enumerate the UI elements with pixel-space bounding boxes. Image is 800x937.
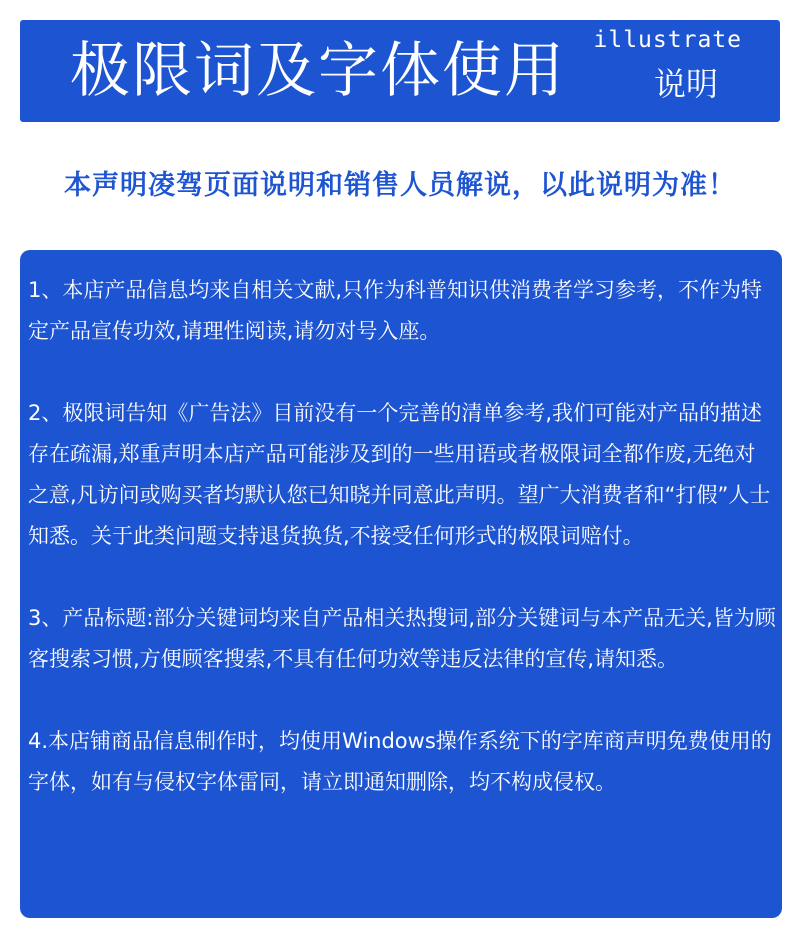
notice-paragraph-4: 4.本店铺商品信息制作时，均使用Windows操作系统下的字库商声明免费使用的字体，如有与侵权字体雷同，请立即通知删除，均不构成侵权。 <box>28 729 772 794</box>
notice-paragraph-2: 2、极限词告知《广告法》目前没有一个完善的清单参考,我们可能对产品的描述存在疏漏,郑重声明本店产品可能涉及到的一些用语或者极限词全都作废,无绝对之意,凡访问或购买者均默认您已知晓并同意此声明。望广大消费者和“打假”人士知悉。关于此类问题支持退货换货,不接受任何形式的极限词赔付。 <box>28 401 771 548</box>
page-title: 极限词及字体使用 <box>70 36 566 106</box>
notice-paragraph-1: 1、本店产品信息均来自相关文献,只作为科普知识供消费者学习参考，不作为特定产品宣传功效,请理性阅读,请勿对号入座。 <box>28 278 763 343</box>
header-subtitle-cn: 说明 <box>653 65 718 103</box>
statement-text: 本声明凌驾页面说明和销售人员解说，以此说明为准！ <box>64 170 736 201</box>
header-subtitle-en: illustrate <box>593 27 742 53</box>
notice-paragraph-3: 3、产品标题:部分关键词均来自产品相关热搜词,部分关键词与本产品无关,皆为顾客搜索习惯,方便顾客搜索,不具有任何功效等违反法律的宣传,请知悉。 <box>28 606 776 671</box>
header-banner <box>20 20 780 122</box>
notice-box <box>20 250 782 918</box>
